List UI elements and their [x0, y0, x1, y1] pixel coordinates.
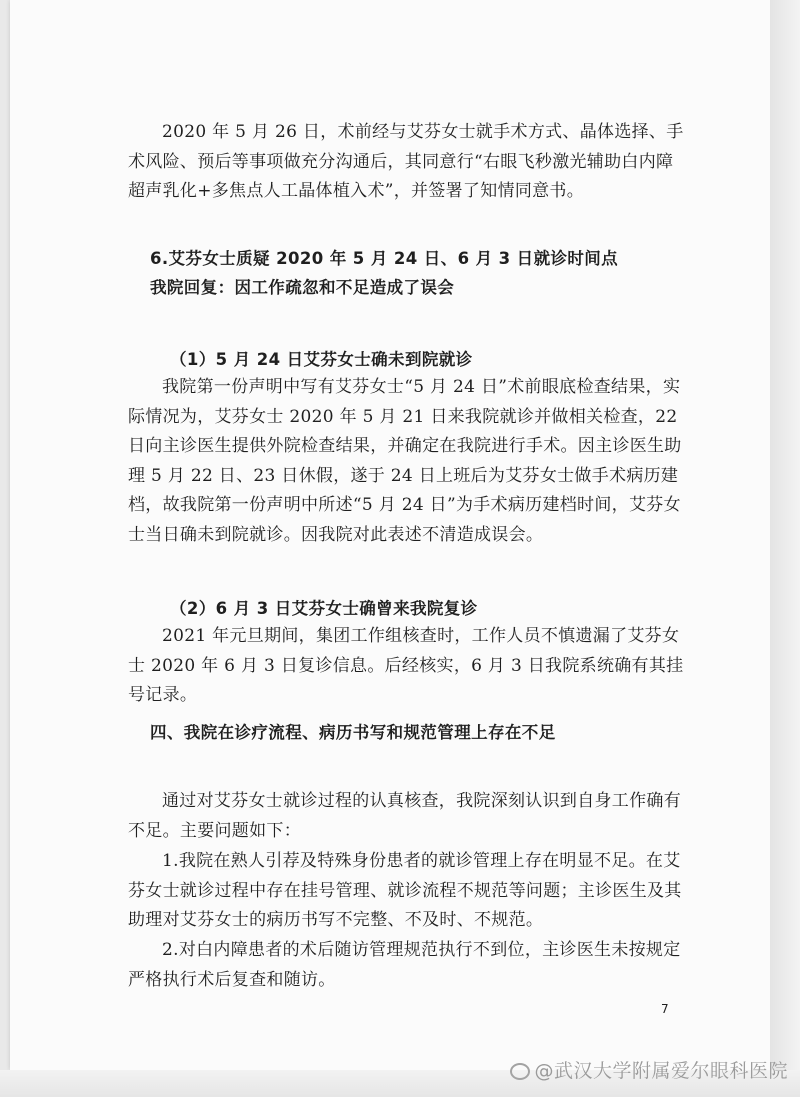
page-number: 7: [661, 1002, 669, 1016]
section-heading-6: 6.艾芬女士质疑 2020 年 5 月 24 日、6 月 3 日就诊时间点: [150, 249, 619, 268]
weibo-icon: [510, 1063, 530, 1080]
intro-paragraph: 2020 年 5 月 26 日，术前经与艾芬女士就手术方式、晶体选择、手术风险、预后等事项做充分沟通后，其同意行“右眼飞秒激光辅助白内障超声乳化+多焦点人工晶体植入术”，并签署了知情同意书。: [128, 122, 684, 201]
page-edge: [770, 0, 800, 1097]
reply-heading: 我院回复：因工作疏忽和不足造成了误会: [150, 278, 455, 297]
list-item-2: 2.对白内障患者的术后随访管理规范执行不到位，主诊医生未按规定严格执行术后复查和随访。: [128, 940, 681, 990]
list-item-1: 1.我院在熟人引荐及特殊身份患者的就诊管理上存在明显不足。在艾芬女士就诊过程中存在挂号管理、就诊流程不规范等问题；主诊医生及其助理对艾芬女士的病历书写不完整、不及时、不规范。: [128, 851, 682, 930]
section-heading-4: 四、我院在诊疗流程、病历书写和规范管理上存在不足: [150, 723, 556, 742]
paragraph-2: 2021 年元旦期间，集团工作组核查时，工作人员不慎遗漏了艾芬女士 2020 年 6 月 3 日复诊信息。后经核实，6 月 3 日我院系统确有其挂号记录。: [128, 626, 684, 705]
paragraph-1: 我院第一份声明中写有艾芬女士“5 月 24 日”术前眼底检查结果，实际情况为，艾芬女士 2020 年 5 月 21 日来我院就诊并做相关检查，22 日向主诊医生提供外院检查结果，并确定在我院进行手术。因主诊医生助理 5 月 22 日、23 日休假，遂于 24 日上班后为艾芬女士做手术病历建档，故我院第一份声明中所述“5 月 24 日”为手术病历建档时间，艾芬女士当日确未到院就诊。因我院对此表述不清造成误会。: [128, 377, 682, 545]
subheading-1: （1）5 月 24 日艾芬女士确未到院就诊: [170, 350, 473, 369]
paragraph-3: 通过对艾芬女士就诊过程的认真核查，我院深刻认识到自身工作确有不足。主要问题如下：: [128, 791, 681, 841]
watermark-text: @武汉大学附属爱尔眼科医院: [534, 1060, 788, 1082]
watermark: [510, 1056, 788, 1083]
subheading-2: （2）6 月 3 日艾芬女士确曾来我院复诊: [170, 599, 478, 618]
